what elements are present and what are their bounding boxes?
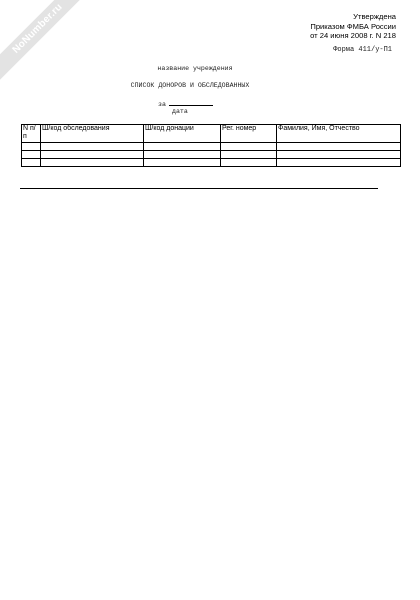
table-cell[interactable] bbox=[277, 151, 401, 159]
table-cell[interactable] bbox=[221, 151, 277, 159]
table-cell[interactable] bbox=[221, 143, 277, 151]
table-cell[interactable] bbox=[22, 159, 41, 167]
date-blank-line[interactable] bbox=[169, 99, 213, 106]
table-row bbox=[22, 151, 401, 159]
table-cell[interactable] bbox=[41, 159, 144, 167]
header-row-number: N п/п bbox=[22, 125, 41, 143]
table-cell[interactable] bbox=[277, 159, 401, 167]
date-prefix: за bbox=[158, 101, 166, 108]
table-cell[interactable] bbox=[277, 143, 401, 151]
header-exam-barcode: Ш/код обследования bbox=[41, 125, 144, 143]
header-reg-number: Рег. номер bbox=[221, 125, 277, 143]
table-cell[interactable] bbox=[221, 159, 277, 167]
watermark-text: NoNumber.ru bbox=[0, 0, 94, 85]
approval-line-2: Приказом ФМБА России bbox=[310, 21, 396, 31]
table-cell[interactable] bbox=[144, 159, 221, 167]
table-cell[interactable] bbox=[41, 143, 144, 151]
date-caption: дата bbox=[172, 108, 188, 115]
table-row bbox=[22, 143, 401, 151]
date-field bbox=[158, 99, 213, 108]
table-cell[interactable] bbox=[22, 151, 41, 159]
header-donation-barcode: Ш/код донации bbox=[144, 125, 221, 143]
table-cell[interactable] bbox=[144, 143, 221, 151]
horizontal-divider bbox=[20, 188, 378, 189]
approval-line-1: Утверждена bbox=[353, 12, 396, 21]
table-cell[interactable] bbox=[144, 151, 221, 159]
header-full-name: Фамилия, Имя, Отчество bbox=[277, 125, 401, 143]
table-row bbox=[22, 159, 401, 167]
table-cell[interactable] bbox=[22, 143, 41, 151]
approval-block bbox=[310, 12, 396, 41]
document-title: СПИСОК ДОНОРОВ И ОБСЛЕДОВАННЫХ bbox=[130, 82, 250, 89]
approval-line-3: от 24 июня 2008 г. N 218 bbox=[310, 31, 396, 41]
donor-register-table bbox=[21, 124, 401, 167]
table-cell[interactable] bbox=[41, 151, 144, 159]
table-header-row bbox=[22, 125, 401, 143]
form-number: Форма 411/у-П1 bbox=[333, 46, 392, 54]
institution-label: название учреждения bbox=[157, 65, 233, 72]
